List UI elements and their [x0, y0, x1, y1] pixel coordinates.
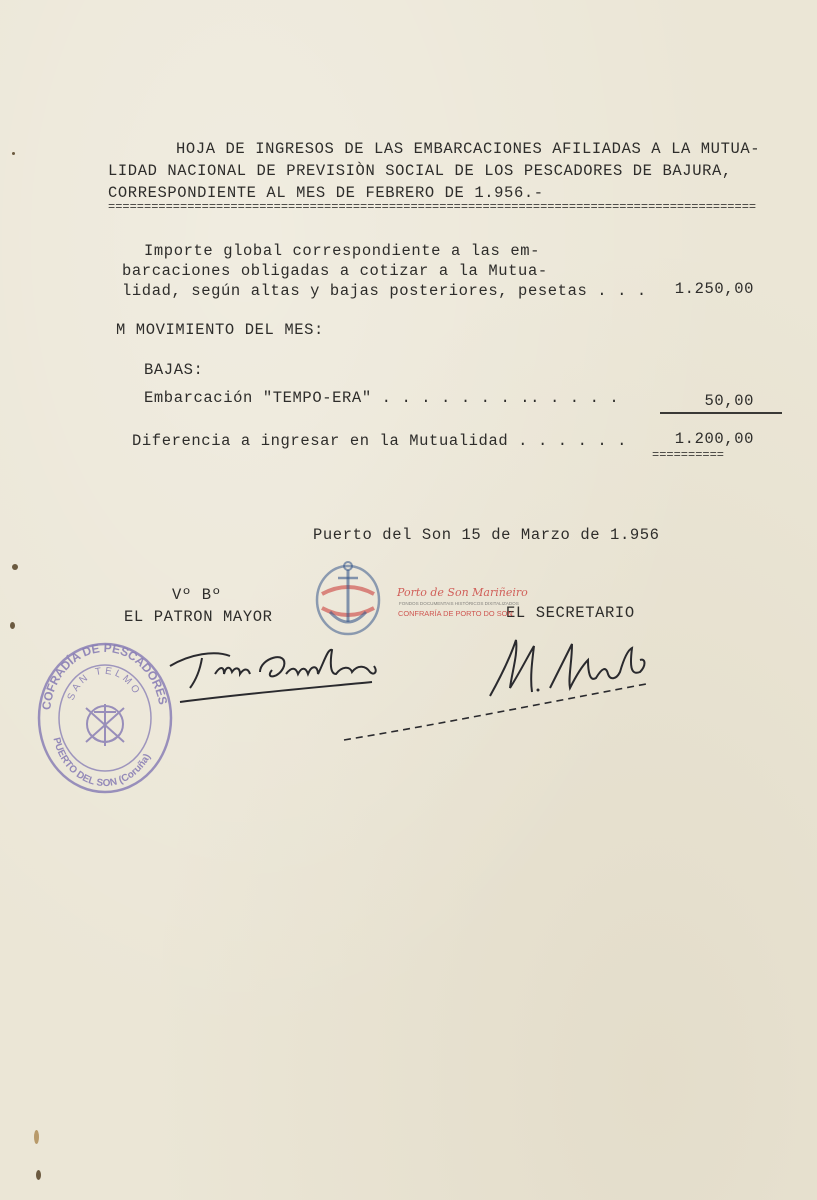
diferencia-amount: 1.200,00 [674, 430, 754, 448]
paper-speck [12, 152, 15, 155]
secretario-label: EL SECRETARIO [506, 604, 635, 622]
bajas-label: BAJAS: [144, 361, 204, 379]
header-line-1: HOJA DE INGRESOS DE LAS EMBARCACIONES AFILIADAS A LA MUTUA- [176, 140, 761, 158]
place-date: Puerto del Son 15 de Marzo de 1.956 [313, 526, 660, 544]
paper-speck [36, 1170, 41, 1180]
bajas-item-label: Embarcación "TEMPO-ERA" . . . . . . . .. . . . . [144, 389, 620, 407]
header-line-3: CORRESPONDIENTE AL MES DE FEBRERO DE 1.956.- [108, 184, 544, 202]
header-line-2: LIDAD NACIONAL DE PREVISIÒN SOCIAL DE LOS PESCADORES DE BAJURA, [108, 162, 732, 180]
paper-speck [34, 1130, 39, 1144]
cofradia-stamp-icon [30, 628, 180, 798]
global-amount: 1.250,00 [674, 280, 754, 298]
diferencia-label: Diferencia a ingresar en la Mutualidad . . . . . . [132, 432, 628, 450]
global-line-2: barcaciones obligadas a cotizar a la Mutua- [122, 262, 548, 280]
stamp-outer-top: COFRADÍA DE PESCADORES [39, 640, 171, 711]
subtotal-rule [660, 412, 782, 414]
paper-speck [10, 622, 15, 629]
stamp-outer-bottom: PUERTO DEL SON (Coruña) [50, 736, 154, 790]
watermark-subtitle: FONDOS DOCUMENTAIS HISTÓRICOS DIXITALIZADOS [399, 601, 519, 606]
patron-mayor-label: EL PATRON MAYOR [124, 608, 273, 626]
movimiento-heading: M MOVIMIENTO DEL MES: [116, 321, 324, 339]
total-double-rule: ========== [652, 448, 725, 462]
svg-text:SAN TELMO [66, 666, 143, 702]
stamp-inner: SAN TELMO [65, 665, 143, 702]
watermark-org: CONFRARÍA DE PORTO DO SON [398, 609, 513, 618]
watermark-title: Porto de Son Mariñeiro [397, 586, 528, 599]
secretario-signature-icon [340, 628, 660, 744]
bajas-item-amount: 50,00 [704, 392, 754, 410]
vb-label: Vº Bº [172, 586, 222, 604]
header-double-rule: ========================================================================================== [108, 200, 757, 214]
global-line-1: Importe global correspondiente a las em- [144, 242, 541, 260]
paper-speck [12, 564, 18, 570]
global-line-3: lidad, según altas y bajas posteriores, pesetas . . . [122, 282, 647, 300]
